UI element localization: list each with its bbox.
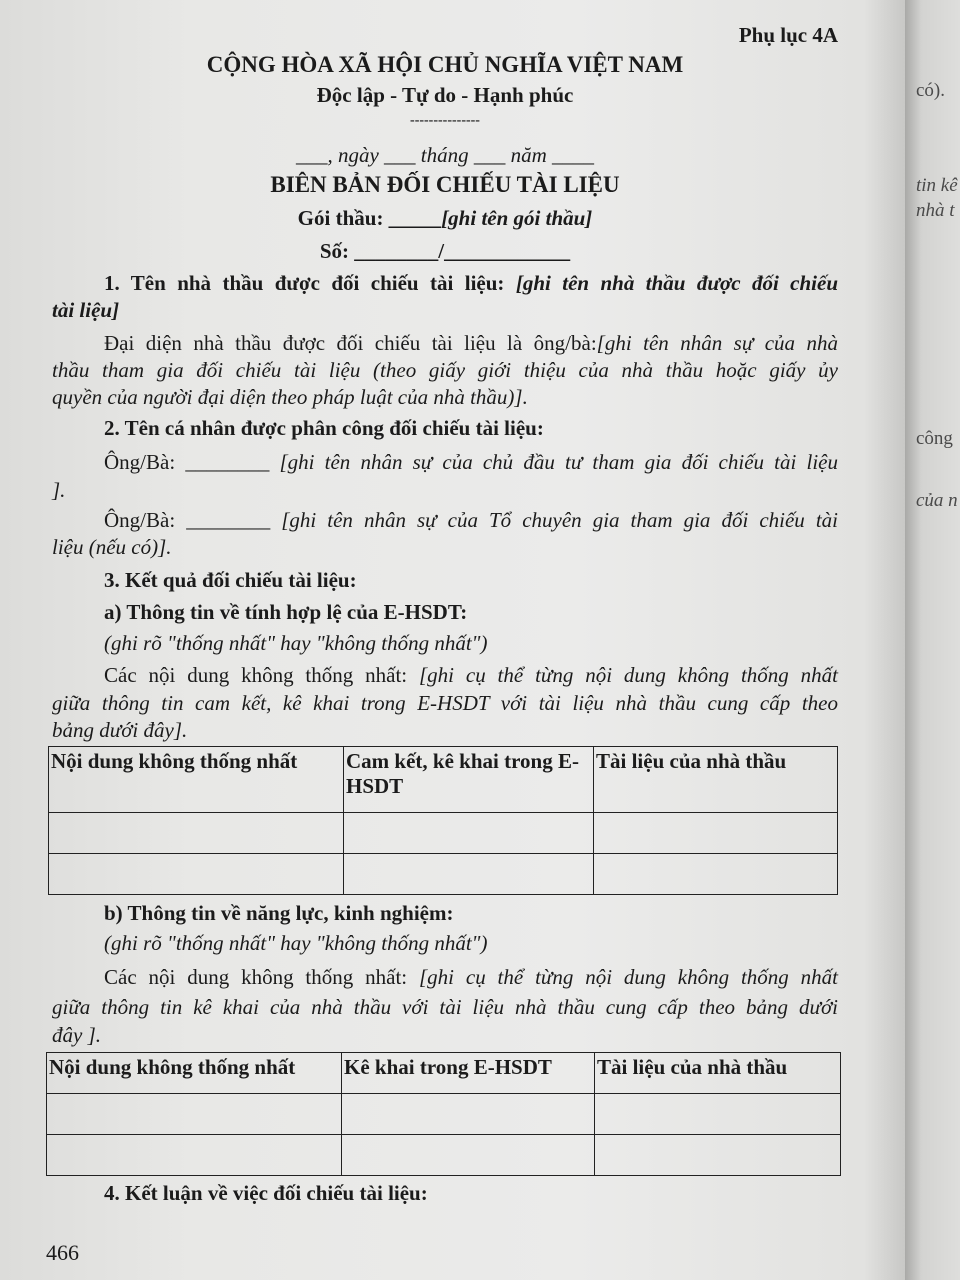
appendix-label: Phụ lục 4A xyxy=(738,23,838,47)
s2-person1: Ông/Bà: ________ [ghi tên nhân sự của chủ đầu tư tham gia đối chiếu tài liệu xyxy=(104,450,838,474)
table-b xyxy=(46,1052,841,1176)
table-a xyxy=(48,746,838,895)
table-row xyxy=(47,1094,841,1135)
column-header: Nội dung không thống nhất xyxy=(49,747,344,813)
motto: Độc lập - Tự do - Hạnh phúc xyxy=(316,83,574,107)
facing-page-text: của n xyxy=(916,490,958,511)
table-row xyxy=(49,854,838,895)
facing-page-text: tin kê xyxy=(916,175,958,196)
package-hint: [ghi tên gói thầu] xyxy=(441,206,593,230)
column-header: Cam kết, kê khai trong E-HSDT xyxy=(344,747,594,813)
facing-page-text: công xyxy=(916,428,953,449)
s3b-diff-cont: giữa thông tin kê khai của nhà thầu với tài liệu nhà thầu cung cấp theo bảng dưới xyxy=(52,995,838,1019)
s1-hint-cont: tài liệu] xyxy=(52,298,120,322)
divider: --------------- xyxy=(410,113,480,128)
s1-line: 1. Tên nhà thầu được đối chiếu tài liệu: [ghi tên nhà thầu được đối chiếu xyxy=(104,271,839,295)
column-header: Tài liệu của nhà thầu xyxy=(594,747,838,813)
column-header: Nội dung không thống nhất xyxy=(47,1053,342,1094)
s3b-diff-cont: đây ]. xyxy=(52,1023,101,1047)
column-header: Kê khai trong E-HSDT xyxy=(342,1053,595,1094)
s4-heading: 4. Kết luận về việc đối chiếu tài liệu: xyxy=(104,1181,428,1205)
s3-heading: 3. Kết quả đối chiếu tài liệu: xyxy=(104,568,357,592)
table-header-row xyxy=(49,747,838,813)
number-line: Số: ________/____________ xyxy=(319,239,571,263)
s3b-heading: b) Thông tin về năng lực, kinh nghiệm: xyxy=(104,901,454,925)
s1-rep-cont: thầu tham gia đối chiếu tài liệu (theo giấy giới thiệu của nhà thầu hoặc giấy ủy xyxy=(52,358,838,382)
country-heading: CỘNG HÒA XÃ HỘI CHỦ NGHĨA VIỆT NAM xyxy=(206,52,684,77)
facing-page-text: nhà t xyxy=(916,200,955,221)
page-number: 466 xyxy=(46,1240,79,1265)
s2-person2-cont: liệu (nếu có)]. xyxy=(52,535,172,559)
table-row xyxy=(49,813,838,854)
s3b-diff: Các nội dung không thống nhất: [ghi cụ thể từng nội dung không thống nhất xyxy=(104,965,838,989)
s3b-note: (ghi rõ "thống nhất" hay "không thống nhất") xyxy=(104,931,488,955)
s1-rep: Đại diện nhà thầu được đối chiếu tài liệu là ông/bà:[ghi tên nhân sự của nhà xyxy=(104,331,838,355)
s2-person2: Ông/Bà: ________ [ghi tên nhân sự của Tổ chuyên gia tham gia đối chiếu tài xyxy=(104,508,838,532)
package-line xyxy=(52,205,838,231)
s3a-diff-cont: bảng dưới đây]. xyxy=(52,718,188,742)
s1-rep-cont: quyền của người đại diện theo pháp luật của nhà thầu)]. xyxy=(52,385,528,409)
table-header-row xyxy=(47,1053,841,1094)
package-label: Gói thầu: _____ xyxy=(297,206,442,230)
s3a-note: (ghi rõ "thống nhất" hay "không thống nhất") xyxy=(104,631,488,655)
table-row xyxy=(47,1135,841,1176)
s2-person1-cont: ]. xyxy=(52,478,66,502)
s3a-diff-cont: giữa thông tin cam kết, kê khai trong E-HSDT với tài liệu nhà thầu cung cấp theo xyxy=(52,691,838,715)
s3a-diff: Các nội dung không thống nhất: [ghi cụ thể từng nội dung không thống nhất xyxy=(104,663,838,687)
s3a-heading: a) Thông tin về tính hợp lệ của E-HSDT: xyxy=(104,600,468,624)
date-line: ___, ngày ___ tháng ___ năm ____ xyxy=(295,143,595,167)
document-title: BIÊN BẢN ĐỐI CHIẾU TÀI LIỆU xyxy=(270,172,620,197)
facing-page-text: có). xyxy=(916,80,946,101)
column-header: Tài liệu của nhà thầu xyxy=(595,1053,841,1094)
s2-heading: 2. Tên cá nhân được phân công đối chiếu tài liệu: xyxy=(104,416,544,440)
